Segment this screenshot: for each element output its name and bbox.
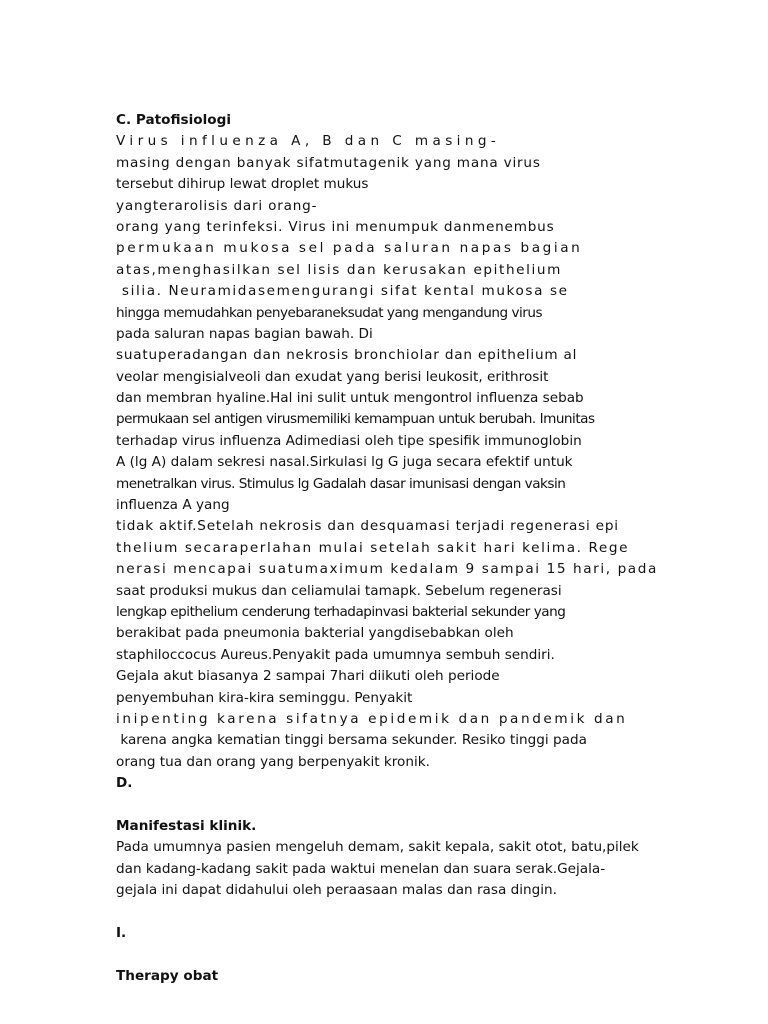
body-line: dan kadang-kadang sakit pada waktui menelan dan suara serak.Gejala- bbox=[116, 860, 606, 877]
body-line: dan membran hyaline.Hal ini sulit untuk mengontrol influenza sebab bbox=[116, 390, 584, 407]
body-line: lengkap epithelium cenderung terhadapinvasi bakterial sekunder yang bbox=[116, 603, 566, 620]
section-i-marker: I. bbox=[116, 924, 127, 941]
body-line: berakibat pada pneumonia bakterial yangdisebabkan oleh bbox=[116, 625, 514, 642]
document-page bbox=[116, 110, 658, 987]
body-line: orang tua dan orang yang berpenyakit kronik. bbox=[116, 753, 430, 770]
body-line: Pada umumnya pasien mengeluh demam, sakit kepala, sakit otot, batu,pilek bbox=[116, 839, 639, 856]
body-line: tersebut dihirup lewat droplet mukus bbox=[116, 176, 369, 193]
body-line: menetralkan virus. Stimulus lg Gadalah dasar imunisasi dengan vaksin bbox=[116, 475, 566, 492]
body-line: pada saluran napas bagian bawah. Di bbox=[116, 325, 373, 342]
section-i-heading: Therapy obat bbox=[116, 967, 219, 984]
body-line: thelium secaraperlahan mulai setelah sakit hari kelima. Rege bbox=[116, 539, 630, 556]
body-line: permukaan sel antigen virusmemiliki kemampuan untuk berubah. Imunitas bbox=[116, 411, 595, 428]
body-line: staphiloccocus Aureus.Penyakit pada umumnya sembuh sendiri. bbox=[116, 646, 555, 663]
body-line: gejala ini dapat didahului oleh peraasaan malas dan rasa dingin. bbox=[116, 882, 557, 899]
section-d-heading: Manifestasi klinik. bbox=[116, 817, 257, 834]
body-line: inipenting karena sifatnya epidemik dan pandemik dan bbox=[116, 710, 628, 727]
body-line: Virus influenza A, B dan C masing- bbox=[116, 133, 501, 150]
body-line: terhadap virus influenza Adimediasi oleh tipe spesifik immunoglobin bbox=[116, 432, 582, 449]
body-line: influenza A yang bbox=[116, 497, 230, 514]
body-line: Gejala akut biasanya 2 sampai 7hari diikuti oleh periode bbox=[116, 668, 500, 685]
body-line: silia. Neuramidasemengurangi sifat kental mukosa se bbox=[116, 283, 569, 300]
body-line: tidak aktif.Setelah nekrosis dan desquamasi terjadi regenerasi epi bbox=[116, 518, 619, 535]
body-line: yangterarolisis dari orang- bbox=[116, 197, 318, 214]
body-line: orang yang terinfeksi. Virus ini menumpuk danmenembus bbox=[116, 218, 555, 235]
spacer bbox=[116, 901, 652, 922]
spacer bbox=[116, 944, 652, 965]
body-line: A (lg A) dalam sekresi nasal.Sirkulasi lg G juga secara efektif untuk bbox=[116, 454, 573, 471]
body-line: penyembuhan kira-kira seminggu. Penyakit bbox=[116, 689, 413, 706]
body-line: hingga memudahkan penyebaraneksudat yang mengandung virus bbox=[116, 304, 543, 321]
body-line: masing dengan banyak sifatmutagenik yang mana virus bbox=[116, 154, 541, 171]
body-line: saat produksi mukus dan celiamulai tamapk. Sebelum regenerasi bbox=[116, 582, 562, 599]
body-line: nerasi mencapai suatumaximum kedalam 9 sampai 15 hari, pada bbox=[116, 561, 658, 578]
spacer bbox=[116, 795, 652, 816]
body-line: veolar mengisialveoli dan exudat yang berisi leukosit, erithrosit bbox=[116, 368, 549, 385]
section-d-marker: D. bbox=[116, 775, 133, 792]
body-line: atas,menghasilkan sel lisis dan kerusakan epithelium bbox=[116, 261, 562, 278]
body-line: permukaan mukosa sel pada saluran napas bagian bbox=[116, 240, 583, 257]
body-line: suatuperadangan dan nekrosis bronchiolar dan epithelium al bbox=[116, 347, 578, 364]
body-line: karena angka kematian tinggi bersama sekunder. Resiko tinggi pada bbox=[116, 732, 587, 749]
section-c-heading: C. Patofisiologi bbox=[116, 112, 232, 128]
